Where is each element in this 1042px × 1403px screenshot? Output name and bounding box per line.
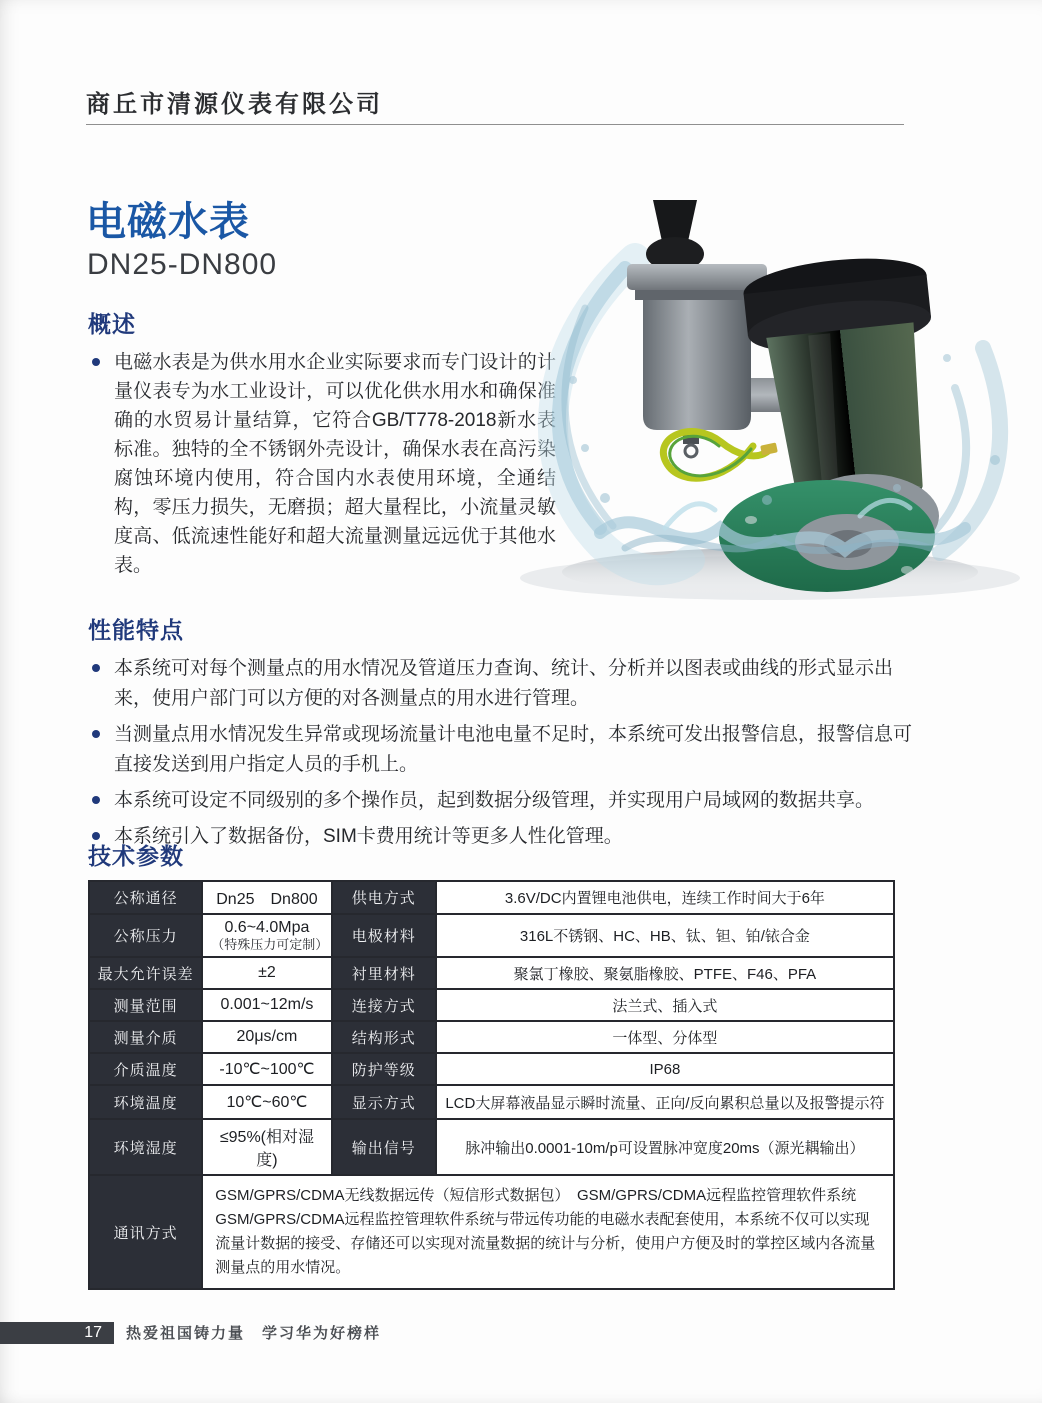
specs-heading: 技术参数 — [88, 843, 184, 869]
spec-label: 公称通径 — [89, 881, 202, 914]
spec-label: 测量范围 — [89, 989, 202, 1021]
product-model: DN25-DN800 — [87, 248, 278, 281]
specs-section — [88, 838, 908, 1290]
spec-label: 显示方式 — [332, 1085, 436, 1119]
list-item — [88, 720, 918, 780]
feature-text: 当测量点用水情况发生异常或现场流量计电池电量不足时，本系统可发出报警信息，报警信息可直接发送到用户指定人员的手机上。 — [114, 724, 913, 775]
table-row — [89, 1085, 894, 1119]
feature-text: 本系统可设定不同级别的多个操作员，起到数据分级管理，并实现用户局域网的数据共享。 — [114, 790, 875, 811]
spec-value: 20μs/cm — [202, 1021, 331, 1053]
table-row — [89, 1175, 894, 1289]
spec-value: 3.6V/DC内置锂电池供电，连续工作时间大于6年 — [436, 881, 894, 914]
spec-label: 环境温度 — [89, 1085, 202, 1119]
table-row — [89, 1053, 894, 1085]
bullet-dot-icon — [92, 664, 100, 672]
water-meter-illustration — [515, 198, 1020, 608]
overview-section — [88, 306, 558, 580]
page-number: 17 — [84, 1324, 102, 1341]
table-row — [89, 881, 894, 914]
spec-label: 连接方式 — [332, 989, 436, 1021]
overview-text: 电磁水表是为供水用水企业实际要求而专门设计的计量仪表专为水工业设计，可以优化供水用水和确保准确的水贸易计量结算，它符合GB/T778-2018新水表标准。独特的全不锈钢外壳设计，确保水表在高污染腐蚀环境内使用，符合国内水表使用环境，全通结构，零压力损失，无磨损；超大量程比，小流量灵敏度高、低流速性能好和超大流量测量远远优于其他水表。 — [114, 352, 556, 576]
spec-value: 0.001~12m/s — [202, 989, 331, 1021]
bullet-dot-icon — [92, 730, 100, 738]
spec-value: Dn25 Dn800 — [202, 881, 331, 914]
spec-value: 10℃~60℃ — [202, 1085, 331, 1119]
overview-list — [88, 348, 558, 580]
product-photo — [515, 198, 1020, 608]
spec-label: 衬里材料 — [332, 957, 436, 989]
spec-value: 法兰式、插入式 — [436, 989, 894, 1021]
specs-table — [88, 880, 895, 1290]
bullet-dot-icon — [92, 796, 100, 804]
spec-label: 电极材料 — [332, 914, 436, 957]
spec-value: 聚氯丁橡胶、聚氨脂橡胶、PTFE、F46、PFA — [436, 957, 894, 989]
spec-value: 316L不锈钢、HC、HB、钛、钽、铂/铱合金 — [436, 914, 894, 957]
spec-value: IP68 — [436, 1053, 894, 1085]
spec-label: 公称压力 — [89, 914, 202, 957]
bullet-dot-icon — [92, 358, 100, 366]
spec-label: 最大允许误差 — [89, 957, 202, 989]
spec-value: LCD大屏幕液晶显示瞬时流量、正向/反向累积总量以及报警提示符 — [436, 1085, 894, 1119]
list-item — [88, 786, 918, 816]
product-title: 电磁水表 — [86, 200, 250, 244]
spec-value: GSM/GPRS/CDMA无线数据远传（短信形式数据包） GSM/GPRS/CDMA远程监控管理软件系统 GSM/GPRS/CDMA远程监控管理软件系统与带远传功能的电磁水表配套使用，本系统不仅可以实现流量计数据的接受、存储还可以实现对流量数据的统计与分析，使用户方便及时的掌控区域内各流量测量点的用水情况。 — [202, 1175, 894, 1289]
spec-value-main: 0.6~4.0Mpa — [224, 919, 310, 936]
spec-label: 通讯方式 — [89, 1175, 202, 1289]
features-heading: 性能特点 — [88, 617, 184, 643]
table-row — [89, 957, 894, 989]
spec-value: 脉冲输出0.0001-10m/p可设置脉冲宽度20ms（源光耦输出） — [436, 1119, 894, 1175]
overview-heading: 概述 — [88, 311, 136, 337]
list-item — [88, 654, 918, 714]
spec-label: 介质温度 — [89, 1053, 202, 1085]
spec-label: 防护等级 — [332, 1053, 436, 1085]
features-section — [88, 612, 918, 858]
spec-value-note: （特殊压力可定制） — [211, 937, 329, 952]
spec-label: 环境湿度 — [89, 1119, 202, 1175]
table-row — [89, 1119, 894, 1175]
table-row — [89, 1021, 894, 1053]
footer-slogan: 热爱祖国铸力量 学习华为好榜样 — [126, 1325, 382, 1342]
feature-text: 本系统引入了数据备份，SIM卡费用统计等更多人性化管理。 — [114, 826, 623, 847]
list-item — [88, 348, 556, 580]
header-divider — [86, 124, 904, 125]
ground-wire — [663, 432, 777, 479]
table-row — [89, 989, 894, 1021]
company-name: 商丘市清源仪表有限公司 — [86, 91, 383, 118]
spec-value — [202, 914, 331, 957]
features-list — [88, 654, 918, 852]
feature-text: 本系统可对每个测量点的用水情况及管道压力查询、统计、分析并以图表或曲线的形式显示出来，使用户部门可以方便的对各测量点的用水进行管理。 — [114, 658, 894, 709]
spec-value: ±2 — [202, 957, 331, 989]
spec-label: 结构形式 — [332, 1021, 436, 1053]
spec-value: -10℃~100℃ — [202, 1053, 331, 1085]
spec-value: ≤95%(相对湿度) — [202, 1119, 331, 1175]
spec-value: 一体型、分体型 — [436, 1021, 894, 1053]
spec-label: 输出信号 — [332, 1119, 436, 1175]
spec-label: 供电方式 — [332, 881, 436, 914]
table-row — [89, 914, 894, 957]
page-number-badge — [0, 1322, 114, 1344]
spec-label: 测量介质 — [89, 1021, 202, 1053]
